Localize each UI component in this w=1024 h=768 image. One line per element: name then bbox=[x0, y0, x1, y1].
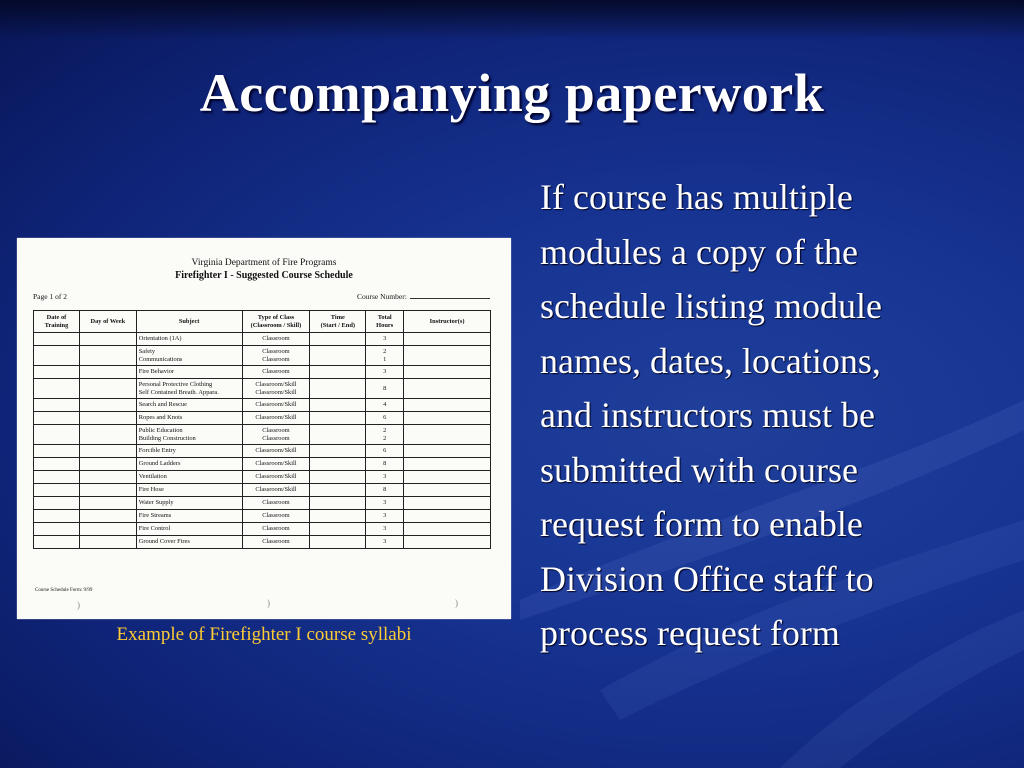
cell-subject: Fire Streams bbox=[136, 510, 242, 523]
scan-mark: ) bbox=[455, 598, 458, 608]
cell-empty bbox=[34, 425, 80, 445]
cell-empty bbox=[79, 333, 136, 346]
table-row bbox=[34, 425, 491, 445]
cell-empty bbox=[310, 412, 366, 425]
cell-empty bbox=[404, 379, 491, 399]
body-line: modules a copy of the bbox=[540, 231, 858, 272]
column-header: Day of Week bbox=[79, 311, 136, 333]
body-line: request form to enable bbox=[540, 504, 863, 544]
cell-type: Classroom Classroom bbox=[242, 425, 310, 445]
column-header: Date of Training bbox=[34, 311, 80, 333]
cell-subject: Fire Hose bbox=[136, 484, 242, 497]
document-agency: Virginia Department of Fire Programs bbox=[191, 258, 337, 268]
cell-type: Classroom bbox=[242, 366, 310, 379]
cell-empty bbox=[404, 536, 491, 549]
cell-empty bbox=[310, 458, 366, 471]
cell-type: Classroom bbox=[242, 510, 310, 523]
cell-hours: 6 bbox=[366, 445, 404, 458]
cell-empty bbox=[310, 484, 366, 497]
table-row bbox=[34, 412, 491, 425]
cell-subject: Fire Behavior bbox=[136, 366, 242, 379]
cell-type: Classroom bbox=[242, 497, 310, 510]
cell-subject: Ventilation bbox=[136, 471, 242, 484]
body-line: names, dates, locations, bbox=[540, 340, 881, 381]
cell-empty bbox=[34, 536, 80, 549]
cell-empty bbox=[310, 379, 366, 399]
document-title: Firefighter I - Suggested Course Schedule bbox=[175, 270, 353, 281]
cell-type: Classroom bbox=[242, 333, 310, 346]
cell-empty bbox=[310, 333, 366, 346]
table-row bbox=[34, 346, 491, 366]
cell-empty bbox=[310, 366, 366, 379]
cell-empty bbox=[79, 399, 136, 412]
table-row bbox=[34, 379, 491, 399]
cell-type: Classroom Classroom bbox=[242, 346, 310, 366]
cell-empty bbox=[404, 471, 491, 484]
cell-subject: Ground Ladders bbox=[136, 458, 242, 471]
image-caption: Example of Firefighter I course syllabi bbox=[116, 624, 412, 645]
table-row bbox=[34, 536, 491, 549]
cell-empty bbox=[404, 458, 491, 471]
table-row bbox=[34, 510, 491, 523]
cell-empty bbox=[34, 412, 80, 425]
column-header: Total Hours bbox=[366, 311, 404, 333]
cell-empty bbox=[404, 510, 491, 523]
cell-empty bbox=[34, 346, 80, 366]
cell-empty bbox=[404, 523, 491, 536]
cell-hours: 8 bbox=[366, 379, 404, 399]
cell-empty bbox=[404, 399, 491, 412]
table-row bbox=[34, 333, 491, 346]
cell-empty bbox=[34, 366, 80, 379]
cell-empty bbox=[79, 484, 136, 497]
cell-empty bbox=[310, 471, 366, 484]
column-header: Time (Start / End) bbox=[310, 311, 366, 333]
cell-subject: Safety Communications bbox=[136, 346, 242, 366]
cell-type: Classroom/Skill Classroom/Skill bbox=[242, 379, 310, 399]
table-row bbox=[34, 484, 491, 497]
cell-empty bbox=[34, 510, 80, 523]
cell-empty bbox=[34, 333, 80, 346]
cell-type: Classroom/Skill bbox=[242, 445, 310, 458]
cell-hours: 8 bbox=[366, 484, 404, 497]
cell-empty bbox=[34, 497, 80, 510]
body-line: process request form bbox=[540, 613, 840, 653]
cell-hours: 3 bbox=[366, 523, 404, 536]
cell-empty bbox=[310, 536, 366, 549]
cell-subject: Personal Protective Clothing Self Contained Breath. Appara. bbox=[136, 379, 242, 399]
body-line: If course has multiple bbox=[540, 177, 853, 217]
cell-subject: Ropes and Knots bbox=[136, 412, 242, 425]
table-row bbox=[34, 399, 491, 412]
form-footer: Course Schedule Form: 9/99 bbox=[35, 588, 93, 593]
cell-hours: 8 bbox=[366, 458, 404, 471]
schedule-table bbox=[33, 310, 491, 549]
table-row bbox=[34, 471, 491, 484]
cell-empty bbox=[34, 523, 80, 536]
cell-empty bbox=[34, 445, 80, 458]
cell-empty bbox=[310, 510, 366, 523]
cell-subject: Ground Cover Fires bbox=[136, 536, 242, 549]
cell-empty bbox=[310, 425, 366, 445]
cell-empty bbox=[79, 445, 136, 458]
body-line: submitted with course bbox=[540, 449, 858, 490]
cell-hours: 3 bbox=[366, 497, 404, 510]
table-row bbox=[34, 458, 491, 471]
cell-empty bbox=[79, 536, 136, 549]
course-number-field bbox=[357, 292, 490, 301]
cell-empty bbox=[79, 366, 136, 379]
cell-subject: Public Education Building Construction bbox=[136, 425, 242, 445]
column-header: Instructor(s) bbox=[404, 311, 491, 333]
cell-type: Classroom/Skill bbox=[242, 399, 310, 412]
cell-hours: 6 bbox=[366, 412, 404, 425]
cell-empty bbox=[310, 445, 366, 458]
cell-hours: 4 bbox=[366, 399, 404, 412]
cell-empty bbox=[310, 497, 366, 510]
cell-type: Classroom/Skill bbox=[242, 471, 310, 484]
table-row bbox=[34, 445, 491, 458]
table-row bbox=[34, 366, 491, 379]
body-line: and instructors must be bbox=[540, 395, 875, 435]
cell-empty bbox=[79, 458, 136, 471]
cell-empty bbox=[79, 346, 136, 366]
cell-empty bbox=[404, 412, 491, 425]
body-line: schedule listing module bbox=[540, 286, 882, 326]
cell-empty bbox=[79, 379, 136, 399]
table-row bbox=[34, 497, 491, 510]
scan-mark: ) bbox=[77, 600, 80, 610]
cell-subject: Search and Rescue bbox=[136, 399, 242, 412]
cell-type: Classroom/Skill bbox=[242, 412, 310, 425]
cell-empty bbox=[310, 346, 366, 366]
cell-empty bbox=[404, 497, 491, 510]
cell-empty bbox=[404, 333, 491, 346]
cell-empty bbox=[404, 484, 491, 497]
slide-title: Accompanying paperwork bbox=[199, 63, 825, 123]
cell-subject: Orientation (1A) bbox=[136, 333, 242, 346]
cell-empty bbox=[404, 425, 491, 445]
body-line: Division Office staff to bbox=[540, 558, 874, 599]
cell-empty bbox=[79, 523, 136, 536]
cell-empty bbox=[34, 484, 80, 497]
cell-empty bbox=[310, 523, 366, 536]
cell-hours: 3 bbox=[366, 333, 404, 346]
cell-hours: 2 2 bbox=[366, 425, 404, 445]
course-number-label: Course Number: bbox=[357, 292, 407, 301]
column-header: Type of Class (Classroom / Skill) bbox=[242, 311, 310, 333]
cell-empty bbox=[404, 366, 491, 379]
table-row bbox=[34, 523, 491, 536]
cell-empty bbox=[34, 471, 80, 484]
cell-empty bbox=[34, 399, 80, 412]
course-schedule-document bbox=[17, 238, 511, 619]
cell-type: Classroom/Skill bbox=[242, 484, 310, 497]
cell-type: Classroom bbox=[242, 523, 310, 536]
cell-type: Classroom bbox=[242, 536, 310, 549]
cell-type: Classroom/Skill bbox=[242, 458, 310, 471]
scan-mark: ) bbox=[267, 598, 270, 608]
cell-empty bbox=[79, 471, 136, 484]
cell-hours: 3 bbox=[366, 366, 404, 379]
column-header: Subject bbox=[136, 311, 242, 333]
table-header-row bbox=[34, 311, 491, 333]
cell-empty bbox=[404, 346, 491, 366]
cell-subject: Fire Control bbox=[136, 523, 242, 536]
cell-empty bbox=[79, 510, 136, 523]
cell-hours: 3 bbox=[366, 510, 404, 523]
cell-empty bbox=[34, 379, 80, 399]
cell-hours: 3 bbox=[366, 471, 404, 484]
cell-hours: 2 1 bbox=[366, 346, 404, 366]
cell-hours: 3 bbox=[366, 536, 404, 549]
cell-subject: Forcible Entry bbox=[136, 445, 242, 458]
cell-subject: Water Supply bbox=[136, 497, 242, 510]
body-text bbox=[540, 170, 1010, 661]
cell-empty bbox=[79, 425, 136, 445]
cell-empty bbox=[404, 445, 491, 458]
page-number: Page 1 of 2 bbox=[33, 292, 67, 301]
cell-empty bbox=[79, 497, 136, 510]
cell-empty bbox=[34, 458, 80, 471]
cell-empty bbox=[79, 412, 136, 425]
cell-empty bbox=[310, 399, 366, 412]
